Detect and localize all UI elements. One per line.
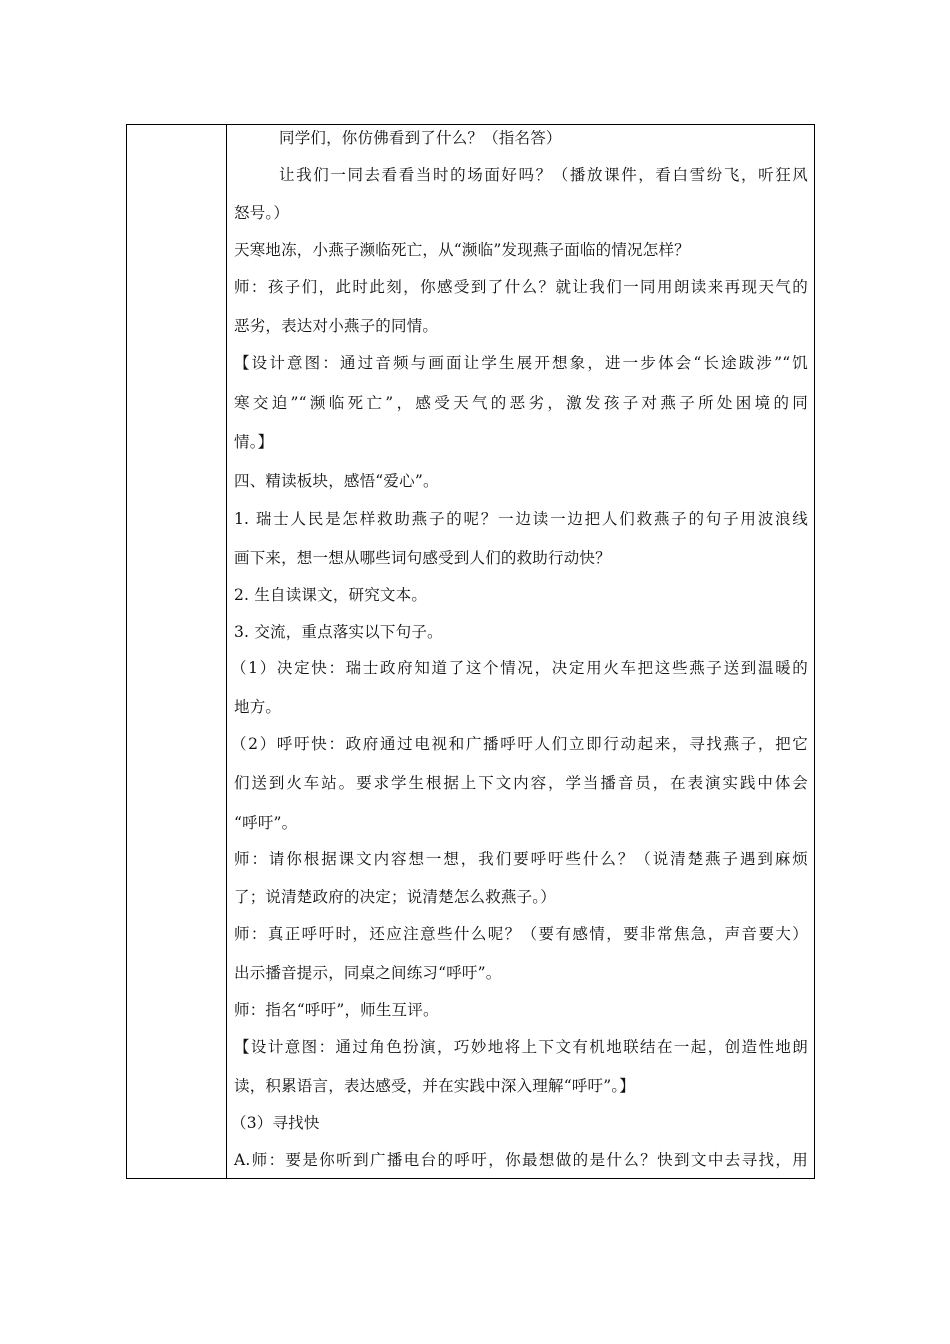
design-intent-line: 【设计意图：通过角色扮演，巧妙地将上下文有机地联结在一起，创造性地朗 xyxy=(234,1038,808,1056)
text-line: 2. 生自读课文，研究文本。 xyxy=(234,586,428,604)
text-line: 恶劣，表达对小燕子的同情。 xyxy=(234,317,439,335)
text-line: A.师：要是你听到广播电台的呼吁，你最想做的是什么？快到文中去寻找，用 xyxy=(234,1151,808,1169)
lesson-table xyxy=(126,124,815,1179)
text-line: 师：请你根据课文内容想一想，我们要呼吁些什么？（说清楚燕子遇到麻烦 xyxy=(234,850,808,868)
text-line: 师：指名“呼吁”，师生互评。 xyxy=(234,1001,439,1019)
text-line: 怒号。） xyxy=(234,204,290,222)
text-line: （3）寻找快 xyxy=(231,1114,320,1132)
text-line: 天寒地冻，小燕子濒临死亡，从“濒临”发现燕子面临的情况怎样？ xyxy=(234,241,690,259)
text-line: 出示播音提示，同桌之间练习“呼吁”。 xyxy=(234,964,502,982)
text-line: 让我们一同去看看当时的场面好吗？（播放课件，看白雪纷飞，听狂风 xyxy=(279,166,808,184)
text-line: 地方。 xyxy=(234,698,282,716)
text-line: （1）决定快：瑞士政府知道了这个情况，决定用火车把这些燕子送到温暖的 xyxy=(231,659,808,677)
text-line: 1. 瑞士人民是怎样救助燕子的呢？一边读一边把人们救燕子的句子用波浪线 xyxy=(234,510,808,528)
text-line: 们送到火车站。要求学生根据上下文内容，学当播音员，在表演实践中体会 xyxy=(234,774,808,792)
text-line: 师：孩子们，此时此刻，你感受到了什么？就让我们一同用朗读来再现天气的 xyxy=(234,278,808,296)
table-left-column xyxy=(127,125,227,1178)
design-intent-line: 情。】 xyxy=(234,433,274,451)
text-line: “呼吁”。 xyxy=(234,814,298,832)
text-line: 了；说清楚政府的决定；说清楚怎么救燕子。） xyxy=(234,888,556,906)
text-line: 画下来，想一想从哪些词句感受到人们的救助行动快？ xyxy=(234,549,611,567)
table-content-column xyxy=(228,125,814,1178)
text-line: （2）呼吁快：政府通过电视和广播呼吁人们立即行动起来，寻找燕子，把它 xyxy=(231,735,808,753)
text-line: 同学们，你仿佛看到了什么？（指名答） xyxy=(279,129,562,147)
design-intent-line: 读，积累语言，表达感受，并在实践中深入理解“呼吁”。】 xyxy=(234,1077,635,1095)
section-heading: 四、精读板块，感悟“爱心”。 xyxy=(234,472,439,490)
text-line: 3. 交流，重点落实以下句子。 xyxy=(234,623,443,641)
design-intent-line: 寒交迫”“濒临死亡”，感受天气的恶劣，激发孩子对燕子所处困境的同 xyxy=(234,394,808,412)
text-line: 师：真正呼吁时，还应注意些什么呢？（要有感情，要非常焦急，声音要大） xyxy=(234,925,808,943)
design-intent-line: 【设计意图：通过音频与画面让学生展开想象，进一步体会“长途跋涉”“饥 xyxy=(234,354,808,372)
